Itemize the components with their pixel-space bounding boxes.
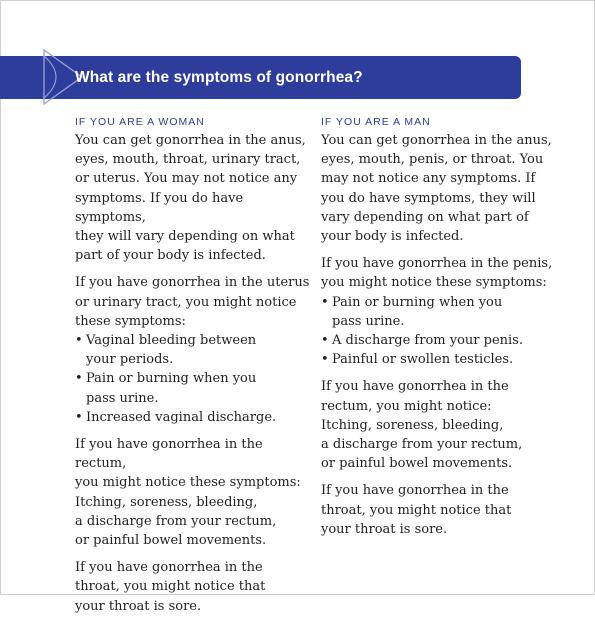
- text-line: or urinary tract, you might notice: [75, 294, 297, 310]
- list-item: • Painful or swollen testicles.: [321, 350, 561, 369]
- text-line: your body is infected.: [321, 229, 464, 245]
- woman-column: [75, 116, 310, 624]
- woman-uterus-paragraph: [75, 273, 310, 331]
- bullet-icon: •: [75, 371, 83, 387]
- bullet-icon: •: [321, 333, 329, 349]
- text-line: If you have gonorrhea in the uterus: [75, 275, 310, 291]
- text-line: Itching, soreness, bleeding,: [75, 494, 258, 510]
- text-line: or painful bowel movements.: [75, 533, 267, 549]
- woman-heading: IF YOU ARE A WOMAN: [75, 116, 205, 128]
- woman-symptom-list: [75, 331, 310, 427]
- text-line: your throat is sore.: [75, 598, 202, 614]
- text-line: may not notice any symptoms. If: [321, 171, 536, 187]
- text-line: rectum, you might notice:: [321, 398, 492, 414]
- text-line: you might notice these symptoms:: [321, 275, 547, 291]
- bullet-icon: •: [75, 409, 83, 425]
- text-line: You can get gonorrhea in the anus,: [75, 133, 306, 148]
- text-line: these symptoms:: [75, 313, 186, 329]
- man-column: [321, 116, 561, 547]
- text-line: You can get gonorrhea in the anus,: [321, 133, 552, 148]
- woman-throat-paragraph: [75, 558, 310, 616]
- text-line: you do have symptoms, they will: [321, 190, 536, 206]
- text-line: your throat is sore.: [321, 521, 448, 537]
- text-line: or painful bowel movements.: [321, 456, 513, 472]
- list-item: • Increased vaginal discharge.: [75, 408, 310, 427]
- man-symptom-list: [321, 293, 561, 370]
- text-line: If you have gonorrhea in the: [75, 560, 263, 576]
- text-line: vary depending on what part of: [321, 209, 529, 225]
- woman-rectum-paragraph: [75, 435, 310, 550]
- list-item: • Pain or burning when you pass urine.: [75, 371, 257, 406]
- woman-intro-paragraph: [75, 131, 310, 265]
- man-penis-paragraph: [321, 254, 561, 292]
- list-item: • Vaginal bleeding between your periods.: [75, 333, 257, 368]
- text-line: they will vary depending on what: [75, 229, 295, 245]
- man-rectum-paragraph: [321, 377, 561, 473]
- text-line: you might notice these symptoms:: [75, 475, 301, 491]
- page-title: What are the symptoms of gonorrhea?: [75, 69, 363, 86]
- text-line: If you have gonorrhea in the rectum,: [75, 437, 263, 472]
- text-line: throat, you might notice that: [75, 579, 266, 595]
- list-item: • Pain or burning when you pass urine.: [321, 294, 503, 329]
- text-line: a discharge from your rectum,: [321, 437, 523, 453]
- text-line: or uterus. You may not notice any: [75, 171, 298, 187]
- list-item: • A discharge from your penis.: [321, 331, 561, 350]
- text-line: part of your body is infected.: [75, 248, 266, 264]
- text-line: a discharge from your rectum,: [75, 513, 277, 529]
- text-line: eyes, mouth, throat, urinary tract,: [75, 152, 301, 168]
- text-line: If you have gonorrhea in the penis,: [321, 256, 553, 272]
- text-line: If you have gonorrhea in the: [321, 379, 509, 395]
- text-line: Itching, soreness, bleeding,: [321, 417, 504, 433]
- text-line: throat, you might notice that: [321, 502, 512, 518]
- man-intro-paragraph: [321, 131, 561, 246]
- text-line: eyes, mouth, penis, or throat. You: [321, 152, 544, 168]
- bullet-icon: •: [75, 333, 83, 349]
- text-line: symptoms. If you do have symptoms,: [75, 190, 244, 225]
- man-throat-paragraph: [321, 481, 561, 539]
- man-heading: IF YOU ARE A MAN: [321, 116, 431, 128]
- bullet-icon: •: [321, 352, 329, 368]
- text-line: If you have gonorrhea in the: [321, 483, 509, 499]
- bullet-icon: •: [321, 294, 329, 310]
